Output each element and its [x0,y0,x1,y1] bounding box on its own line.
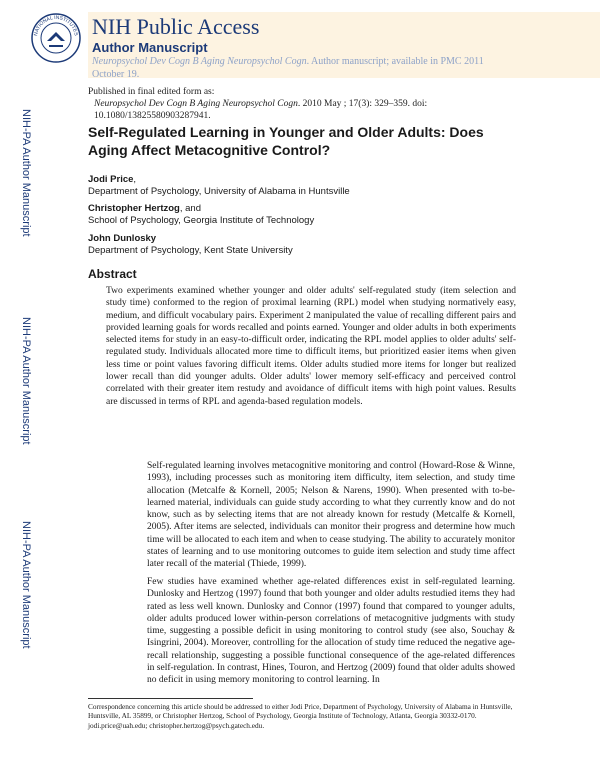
published-journal: Neuropsychol Dev Cogn B Aging Neuropsychol Cogn [94,99,298,109]
published-label: Published in final edited form as: [88,87,215,97]
author-suffix: , and [179,203,201,214]
abstract-text: Two experiments examined whether younger and older adults' self-regulated study (item selection and study time) conformed to the region of proximal learning (RPL) model when studying normatively easy, medium, and difficult vocabulary pairs. Experiment 2 manipulated the value of recalling different pairs and provided learning goals for words recalled and points earned. Younger and older adults in both experiments selected items for study in an easy-to-difficult order, indicating the RPL model applies to older adults' self-regulated study. Individuals allocated more time to difficult items, but prioritized easier items when given less time or point values favoring difficult items. Older adults studied more items for longer but realized lower recall than did younger adults. Older adults' lower memory self-efficacy and perceived control correlated with their greater item restudy and avoidance of difficult items with high point values. Results are discussed in terms of RPL and agenda-based regulation models. [106,286,516,407]
published-citation [88,98,528,110]
author-affiliation: Department of Psychology, Kent State University [88,245,293,256]
article-title: Self-Regulated Learning in Younger and Older Adults: Does Aging Affect Metacognitive Control? [88,124,484,158]
correspondence-footnote: Correspondence concerning this article should be addressed to either Jodi Price, Department of Psychology, University of Alabama in Huntsville, Huntsville, AL 35899, or Christopher Hertzog, School of Psychology, Georgia Institute of Technology, Atlanta, Georgia 30332-0170. jodi.price@uah.edu; christopher.hertzog@psych.gatech.edu. [88,702,513,730]
author-block [88,233,293,257]
nih-public-access-title: NIH Public Access [92,14,260,39]
published-info [88,86,528,122]
body-paragraph: Self-regulated learning involves metacognitive monitoring and control (Howard-Rose & Winne, 1993), including processes such as monitoring item difficulty, item selection, and study time allocation (Metcalfe & Kornell, 2005; Nelson & Narens, 1990). When presented with to-be-learned material, individuals can guide study according to what they currently know and do not know, such as by selecting items that are not already known for restudy (Metcalfe & Kornell, 2005). After items are selected, individuals can monitor their progress and determine how much time will be allocated to each item and when to cease studying. The ability to accurately monitor states of learning and to use monitoring outcomes to guide item selection and study time affect later recall of the material (Thiede, 1999). [147,461,515,570]
author-name: John Dunlosky [88,233,157,244]
published-details: . 2010 May ; 17(3): 329–359. doi: [297,99,428,109]
hhs-seal-icon [30,12,82,64]
author-manuscript-subtitle: Author Manuscript [92,40,208,55]
side-label-3: NIH-PA Author Manuscript [20,521,32,649]
author-suffix: , [133,174,137,185]
body-paragraph: Few studies have examined whether age-related differences exist in self-regulated learning. Dunlosky and Hertzog (1997) found that both younger and older adults restudied items they had rated as less well known. Dunlosky and Connor (1997) found that compared to younger adults, older adults produced lower within-person correlations of metacognitive judgments with study time, suggesting a possible deficit in using monitoring to control study (see also, Souchay & Isingrini, 2004). Moreover, controlling for the allocation of study time reduced the negative age-recall relationship, suggesting a possible functional consequence of the age-related differences in self-regulation. In contrast, Hines, Touron, and Hertzog (2009) found that older adults showed no deficit in using memory monitoring to control learning. In [147,577,515,686]
author-name: Jodi Price [88,174,134,185]
author-affiliation: Department of Psychology, University of Alabama in Huntsville [88,186,350,197]
banner-citation [92,56,512,81]
footnote-divider [88,698,253,699]
side-label-2: NIH-PA Author Manuscript [20,317,32,445]
author-block [88,174,350,198]
banner-citation-rest: . Author manuscript; available in PMC 2011 October 19. [92,56,484,80]
author-block [88,203,314,227]
seal-text: NATIONAL INSTITUTES [33,14,79,37]
abstract-heading: Abstract [88,267,137,281]
banner-journal: Neuropsychol Dev Cogn B Aging Neuropsychol Cogn [92,56,307,67]
side-label-1: NIH-PA Author Manuscript [20,109,32,237]
published-doi: 10.1080/13825580903287941. [94,111,211,121]
author-affiliation: School of Psychology, Georgia Institute of Technology [88,215,315,226]
author-name: Christopher Hertzog [88,203,180,214]
